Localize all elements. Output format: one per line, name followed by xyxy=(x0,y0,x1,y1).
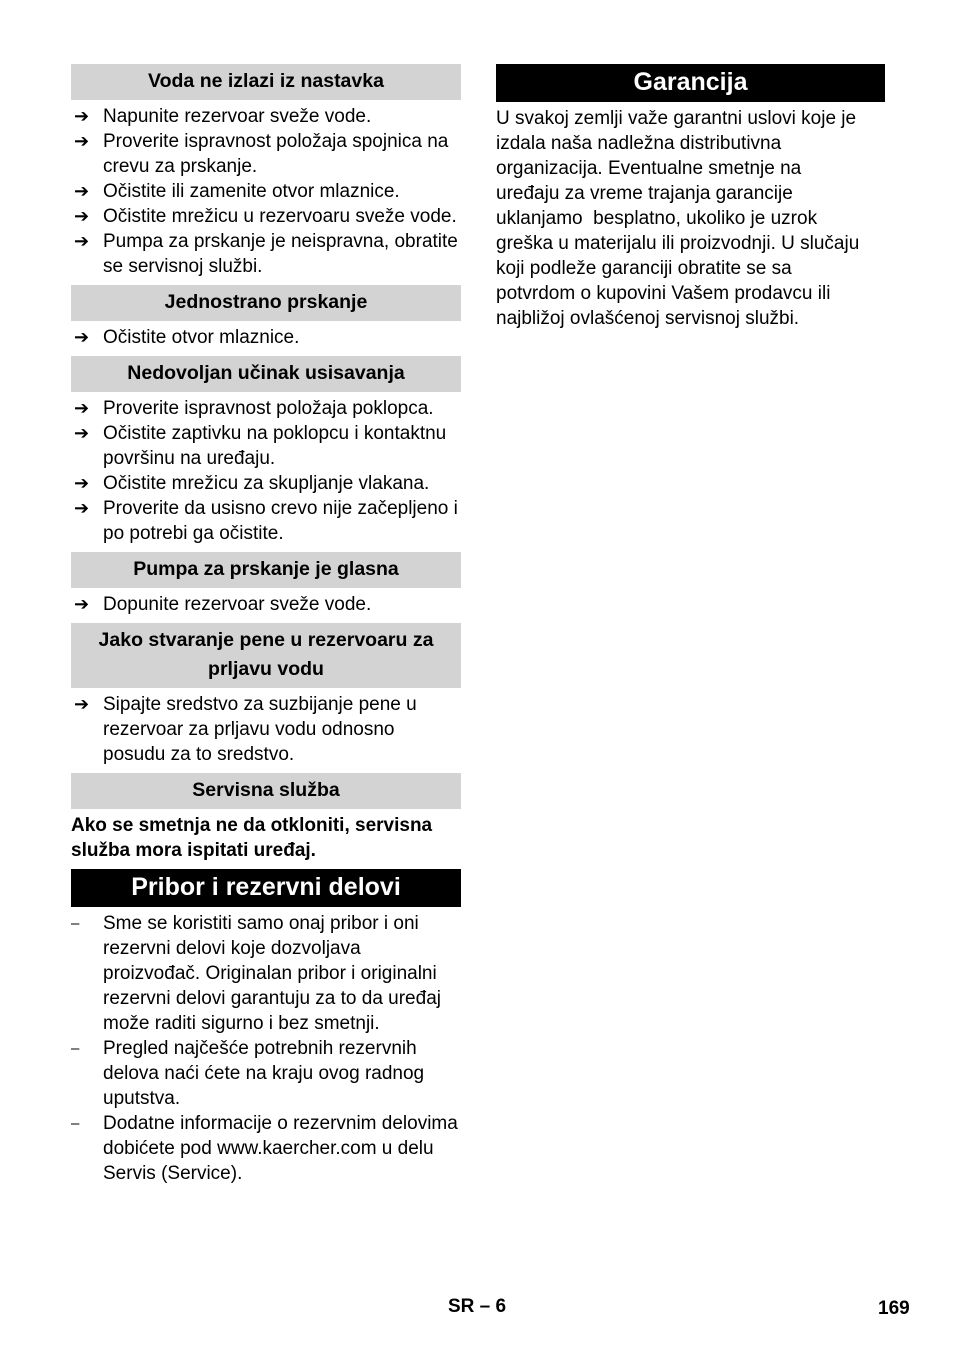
arrow-right-icon: ➔ xyxy=(74,131,90,151)
heading-no-water: Voda ne izlazi iz nastavka xyxy=(71,64,461,100)
heading-accessories: Pribor i rezervni delovi xyxy=(71,869,461,907)
list-item: ➔ Pumpa za prskanje je neispravna, obratite se servisnoj službi. xyxy=(74,231,458,277)
list-item: ➔ Dopunite rezervoar sveže vode. xyxy=(74,594,372,615)
list-item: – Dodatne informacije o rezervnim delovima dobićete pod www.kaercher.com u delu Servis (Service). xyxy=(71,1113,458,1184)
arrow-right-icon: ➔ xyxy=(74,206,90,226)
list-item: ➔ Napunite rezervoar sveže vode. xyxy=(74,106,372,127)
list-item: ➔ Očistite zaptivku na poklopcu i kontaktnu površinu na uređaju. xyxy=(74,423,447,469)
arrow-right-icon: ➔ xyxy=(74,498,90,518)
list-accessories xyxy=(71,911,461,1186)
list-loud-pump xyxy=(71,592,461,617)
arrow-right-icon: ➔ xyxy=(74,594,90,614)
list-item: ➔ Sipajte sredstvo za suzbijanje pene u rezervoar za prljavu vodu odnosno posudu za to sredstvo. xyxy=(74,694,417,765)
arrow-right-icon: ➔ xyxy=(74,694,90,714)
list-item: ➔ Očistite otvor mlaznice. xyxy=(74,327,300,348)
heading-warranty: Garancija xyxy=(496,64,885,102)
arrow-right-icon: ➔ xyxy=(74,327,90,347)
list-item: – Sme se koristiti samo onaj pribor i oni rezervni delovi koje dozvoljava proizvođač. Originalan pribor i originalni rezervni delovi garantuju za to da uređaj može raditi sigurno i bez smetnji. xyxy=(71,913,441,1034)
list-item: ➔ Očistite mrežicu za skupljanje vlakana. xyxy=(74,473,430,494)
heading-one-sided-spray: Jednostrano prskanje xyxy=(71,285,461,321)
heading-low-suction: Nedovoljan učinak usisavanja xyxy=(71,356,461,392)
arrow-right-icon: ➔ xyxy=(74,181,90,201)
list-item: ➔ Proverite ispravnost položaja spojnica na crevu za prskanje. xyxy=(74,131,449,177)
arrow-right-icon: ➔ xyxy=(74,473,90,493)
list-one-sided-spray xyxy=(71,325,461,350)
footer-language-page: SR – 6 xyxy=(448,1296,507,1317)
arrow-right-icon: ➔ xyxy=(74,398,90,418)
list-item: ➔ Očistite mrežicu u rezervoaru sveže vode. xyxy=(74,206,457,227)
right-column xyxy=(496,64,885,331)
list-item: ➔ Proverite ispravnost položaja poklopca. xyxy=(74,398,434,419)
heading-service: Servisna služba xyxy=(71,773,461,809)
list-low-suction xyxy=(71,396,461,546)
warranty-text: U svakoj zemlji važe garantni uslovi koje je izdala naša nadležna distributivna organizacija. Eventualne smetnje na uređaju za vreme trajanja garancije uklanjamo besplatno, ukoliko je uzrok greška u materijalu ili proizvodnji. U slučaju koji podleže garanciji obratite se sa potvrdom o kupovini Vašem prodavcu ili najbližoj ovlašćenoj servisnoj službi. xyxy=(496,108,860,329)
arrow-right-icon: ➔ xyxy=(74,106,90,126)
dash-icon: – xyxy=(71,915,80,932)
service-note: Ako se smetnja ne da otkloniti, servisna služba mora ispitati uređaj. xyxy=(71,815,433,861)
arrow-right-icon: ➔ xyxy=(74,423,90,443)
heading-foam: Jako stvaranje pene u rezervoaru za prljavu vodu xyxy=(71,623,461,688)
list-item: – Pregled najčešće potrebnih rezervnih delova naći ćete na kraju ovog radnog uputstva. xyxy=(71,1038,425,1109)
heading-loud-pump: Pumpa za prskanje je glasna xyxy=(71,552,461,588)
list-foam xyxy=(71,692,461,767)
dash-icon: – xyxy=(71,1040,80,1057)
list-no-water xyxy=(71,104,461,279)
left-column xyxy=(71,64,461,1186)
dash-icon: – xyxy=(71,1115,80,1132)
list-item: ➔ Proverite da usisno crevo nije začepljeno i po potrebi ga očistite. xyxy=(74,498,458,544)
list-item: ➔ Očistite ili zamenite otvor mlaznice. xyxy=(74,181,400,202)
page-number: 169 xyxy=(878,1298,910,1319)
arrow-right-icon: ➔ xyxy=(74,231,90,251)
